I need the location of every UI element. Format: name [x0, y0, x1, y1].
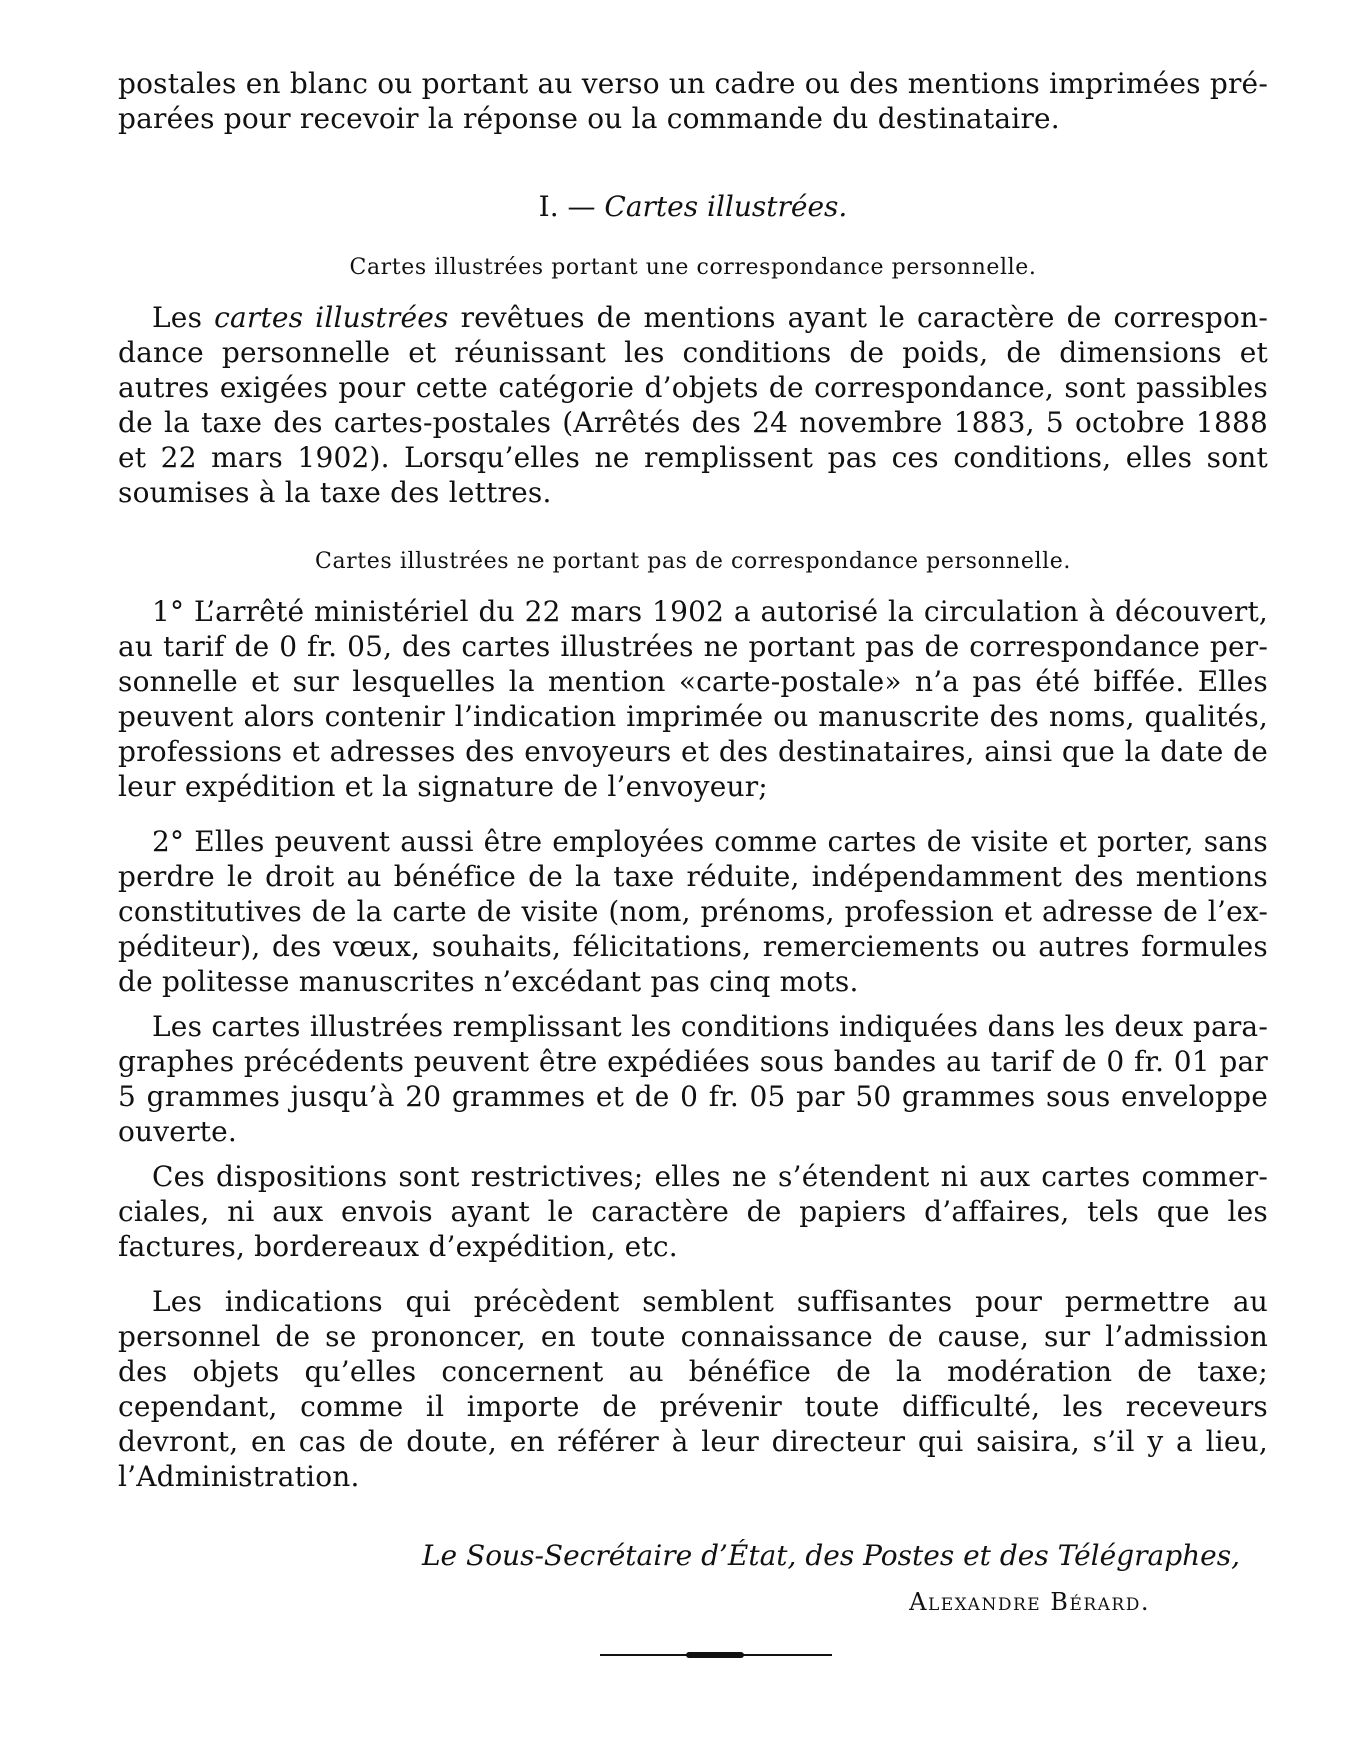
paragraph-conclusion: Les indications qui précèdent semblent suffisantes pour permettre au personnel de se prononcer, en toute connaissance de cause, sur l’admission des objets qu’elles concernent au bénéfice de la modération de taxe; cependant, comme il importe de prévenir toute difficulté, les receveurs devront, en cas de doute, en référer à leur directeur qui saisira, s’il y a lieu, l’Administration. — [118, 1285, 1268, 1493]
section-title: Cartes illustrées. — [604, 190, 848, 223]
section-number: I. — — [538, 190, 596, 223]
section-heading — [118, 190, 1268, 224]
paragraph-lead: Les — [152, 301, 203, 334]
paragraph-item-2: 2° Elles peuvent aussi être employées comme cartes de visite et porter, sans perdre le droit au bénéfice de la taxe réduite, indépendamment des mentions constitutives de la carte de visite (nom, prénoms, profession et adresse de l’ex- péditeur), des vœux, souhaits, félicitations, remerciements ou autres formules de politesse manuscrites n’excédant pas cinq mots. — [118, 825, 1268, 998]
subheading-personal: Cartes illustrées portant une correspondance personnelle. — [349, 255, 1037, 280]
document-page — [118, 66, 1268, 1620]
subheading-non-personal: Cartes illustrées ne portant pas de correspondance personnelle. — [315, 549, 1071, 574]
end-rule-ornament — [686, 1652, 744, 1658]
paragraph-rest: revêtues de mentions ayant le caractère de correspon- dance personnelle et réunissant les conditions de poids, de dimensions et autres exigées pour cette catégorie d’objets de correspondance, sont passibles de la taxe des cartes-postales (Arrêtés des 24 novembre 1883, 5 octobre 1888 et 22 mars 1902). Lorsqu’elles ne remplissent pas ces conditions, elles sont soumises à la taxe des lettres. — [118, 301, 1268, 509]
signature-title: Le Sous-Secrétaire d’État, des Postes et des Télégraphes, — [421, 1539, 1240, 1572]
paragraph-personal-correspondence — [118, 300, 1268, 510]
intro-fragment: postales en blanc ou portant au verso un cadre ou des mentions imprimées pré- parées pour recevoir la réponse ou la commande du destinataire. — [118, 67, 1268, 135]
paragraph-item-1: 1° L’arrêté ministériel du 22 mars 1902 a autorisé la circulation à découvert, au tarif de 0 fr. 05, des cartes illustrées ne portant pas de correspondance per- sonnelle et sur lesquelles la mention «carte-postale» n’a pas été biffée. Elles peuvent alors contenir l’indication imprimée ou manuscrite des noms, qualités, professions et adresses des envoyeurs et des destinataires, ainsi que la date de leur expédition et la signature de l’envoyeur; — [118, 595, 1268, 803]
signature-name: Alexandre Bérard. — [909, 1588, 1150, 1616]
paragraph-tariff: Les cartes illustrées remplissant les conditions indiquées dans les deux para- graphes précédents peuvent être expédiées sous bandes au tarif de 0 fr. 01 par 5 grammes jusqu’à 20 grammes et de 0 fr. 05 par 50 grammes sous enveloppe ouverte. — [118, 1010, 1268, 1148]
paragraph-restrictions: Ces dispositions sont restrictives; elles ne s’étendent ni aux cartes commer- ciales, ni aux envois ayant le caractère de papiers d’affaires, tels que les factures, bordereaux d’expédition, etc. — [118, 1160, 1268, 1263]
emphasis-cartes-illustrees: cartes illustrées — [214, 301, 449, 334]
